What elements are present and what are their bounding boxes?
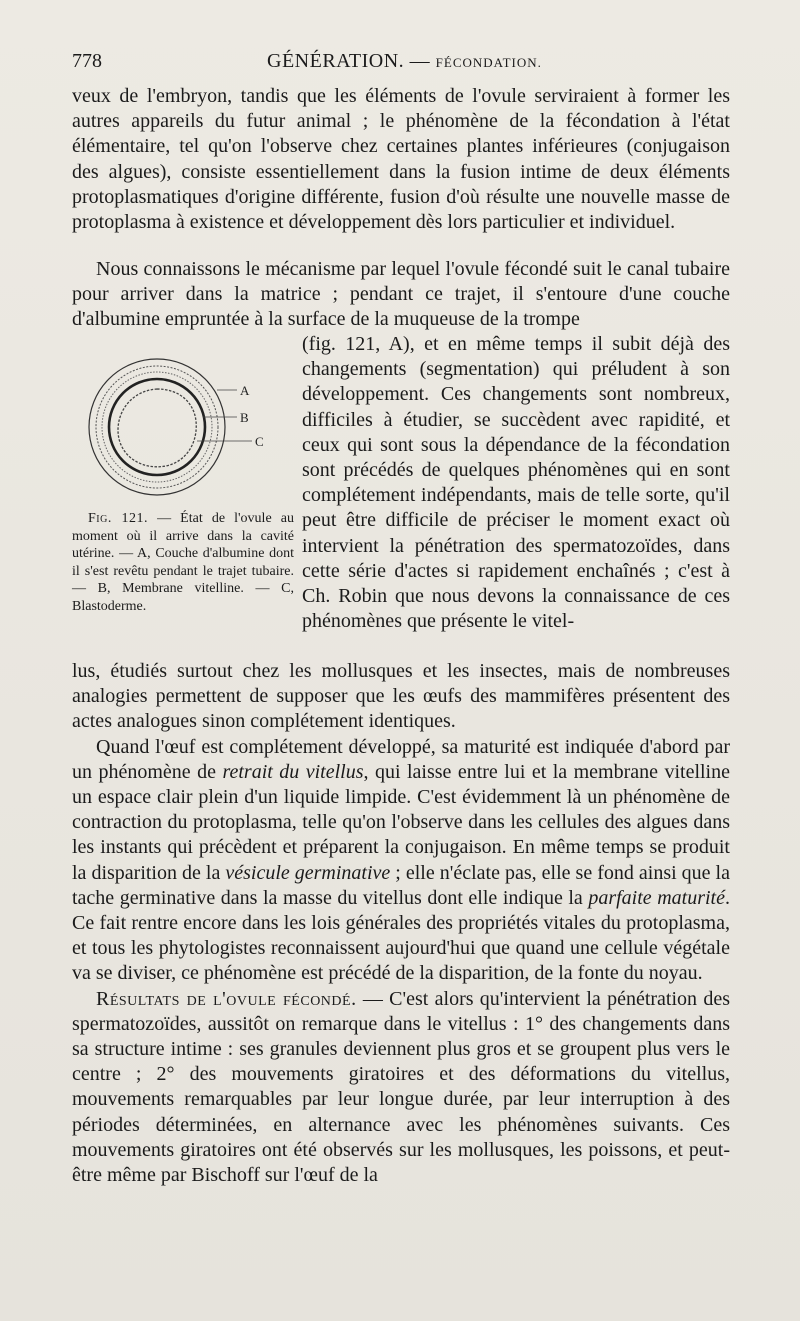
paragraph-2-tail: lus, étudiés surtout chez les mollusques et les insectes, mais de nombreuses analogies permettent de supposer que les œufs des mammifères présentent des actes analogues sinon complétement identiques. [72,660,730,733]
paragraph-1: veux de l'embryon, tandis que les éléments de l'ovule serviraient à former les autres appareils du futur animal ; le phénomène de la fécondation à l'état élémentaire, tel qu'on l'observe chez certaines plantes inférieures (conjugaison des algues), consiste essentiellement dans la fusion intime de deux éléments protoplasmatiques d'origine différente, fusion d'où résulte une nouvelle masse de protoplasma à existence et développement dès lors particulier et individuel. [72,85,730,234]
paragraph-3 [72,735,730,987]
p3-emphasis-retrait: retrait du vitellus [222,760,364,783]
body-text-wrap-column [302,332,730,634]
p3-text-d: . Ce fait rentre encore dans les lois générales des propriétés vitales du protoplasma, et tous les phytologistes reconnaissent aujourd'hui que quand une cellule végétale va se diviser, ce phénomène est précédé de la disparition, de la fonte du noyau. [72,886,730,985]
paragraph-2-wrap: (fig. 121, A), et en même temps il subit déjà des changements (segmentation) qui préludent à son développement. Ces changements sont nombreux, difficiles à étudier, se succèdent avec rapidité, et ceux qui sont sous la dépendance de la fécondation sont précédés de quelques phénomènes qui en sont complétement indépendants, mais de telle sorte, qu'il peut être difficile de préciser le moment exact où intervient la pénétration des spermatozoïdes, dans cette série d'actes si rapidement enchaînés ; c'est à Ch. Robin que nous devons la connaissance de ces phénomènes que présente le vitel- [302,333,730,633]
p3-emphasis-vesicule: vésicule germinative [225,861,391,884]
page-number: 778 [72,50,102,72]
section-heading-resultats: Résultats de l'ovule fécondé. [96,987,357,1010]
vitelline-membrane [109,379,205,475]
body-text-block-4 [72,659,730,1188]
albumin-layer-ring [96,366,218,488]
body-text-block-2 [72,257,730,333]
p3-text-b: , qui laisse entre lui et la membrane vitelline un espace clair plein d'un liquide limpide. C'est évidemment là un phénomène de contraction du protoplasma, telle qu'on l'observe dans les cellules des algues dans les instants qui précèdent et préparent la conjugaison. En même temps se produit la disparition de la [72,760,730,884]
running-title-sub: FÉCONDATION. [435,55,542,70]
p3-text-c: ; elle n'éclate pas, elle se fond ainsi que la tache germinative dans la masse du vitellus dont elle indique la [72,861,730,909]
figure-121 [72,345,294,665]
label-a: A [240,383,250,398]
p4-text: — C'est alors qu'intervient la pénétration des spermatozoïdes, aussitôt on remarque dans le vitellus : 1° des changements dans sa structure intime : ses granules deviennent plus gros et se groupent plus vers le centre ; 2° des mouvements giratoires et des déformations du vitellus, mouvements remarquables par leur longue durée, par leur interruption à des périodes déterminées, en alternance avec les phénomènes suivants. Ces mouvements giratoires ont été observés sur les mollusques, les poissons, et peut-être même par Bischoff sur l'œuf de la [72,987,730,1187]
p3-text-a: Quand l'œuf est complétement développé, sa maturité est indiquée d'abord par un phénomène de [72,735,730,783]
label-b: B [240,410,249,425]
figure-caption [72,510,294,616]
body-text-block-1 [72,84,730,235]
paragraph-2-start: Nous connaissons le mécanisme par lequel l'ovule fécondé suit le canal tubaire pour arriver dans la matrice ; pendant ce trajet, il s'entoure d'une couche d'albumine empruntée à la surface de la muqueuse de la trompe [72,258,730,331]
blastoderm [118,389,196,467]
caption-head: Fig. 121. [88,511,148,526]
ovule-diagram [72,345,294,505]
label-c: C [255,434,264,449]
running-title-main: GÉNÉRATION. — [267,50,436,72]
running-title [267,50,542,73]
paragraph-4 [72,987,730,1189]
running-header [72,44,732,78]
caption-text: — État de l'ovule au moment où il arrive dans la cavité utérine. — A, Couche d'albumine dont il s'est revêtu pendant le trajet tubaire. — B, Membrane vitelline. — C, Blastoderme. [72,511,294,614]
p3-emphasis-maturite: parfaite maturité [588,886,725,909]
